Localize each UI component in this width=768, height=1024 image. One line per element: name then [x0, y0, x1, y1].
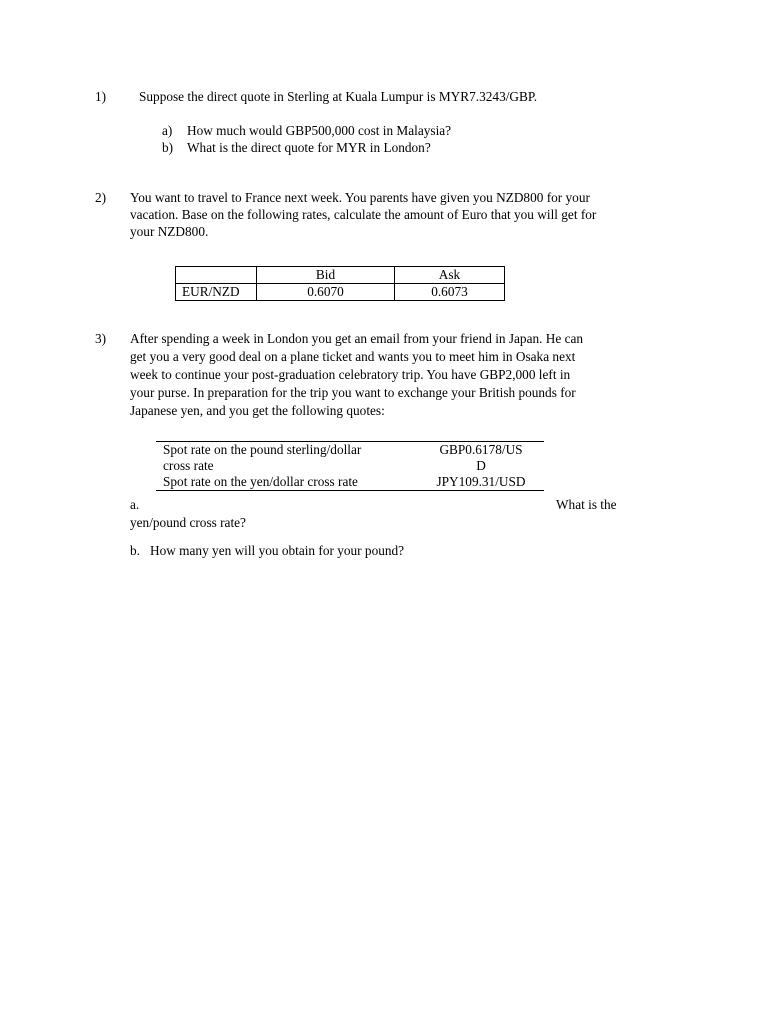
q3-line-4: your purse. In preparation for the trip you want to exchange your British pounds for [130, 385, 576, 400]
table-header-blank [176, 267, 257, 284]
eur-nzd-rate-table [175, 266, 505, 301]
q3-a-text-continued: yen/pound cross rate? [130, 515, 246, 530]
q2-line-2: vacation. Base on the following rates, calculate the amount of Euro that you will get for [130, 207, 597, 222]
q2-number: 2) [95, 190, 107, 205]
table-header-bid: Bid [257, 267, 395, 284]
row1-value-line-1: GBP0.6178/US [439, 442, 523, 457]
table-row-value: JPY109.31/USD [418, 474, 544, 491]
table-cell-ask: 0.6073 [395, 284, 505, 301]
q1-a-text: How much would GBP500,000 cost in Malaysia? [187, 123, 452, 138]
q3-a-label: a. [130, 497, 140, 512]
q3-line-2: get you a very good deal on a plane ticket and wants you to meet him in Osaka next [130, 349, 576, 364]
spot-rate-table [156, 441, 544, 491]
q3-number: 3) [95, 331, 107, 346]
table-row-label: EUR/NZD [176, 284, 257, 301]
row1-value-line-2: D [476, 458, 486, 473]
table-row [156, 474, 544, 491]
table-row-label [156, 442, 418, 475]
q1-number: 1) [95, 89, 107, 104]
table-header-row [176, 267, 505, 284]
q1-b-label: b) [162, 140, 174, 155]
q2-line-3: your NZD800. [130, 224, 209, 239]
q3-b-label: b. [130, 543, 140, 558]
table-row [176, 284, 505, 301]
row1-label-line-2: cross rate [163, 458, 214, 473]
table-row [156, 442, 544, 475]
q3-b-text: How many yen will you obtain for your pound? [150, 543, 405, 558]
row1-label-line-1: Spot rate on the pound sterling/dollar [163, 442, 362, 457]
q1-b-text: What is the direct quote for MYR in London? [187, 140, 431, 155]
q3-line-5: Japanese yen, and you get the following quotes: [130, 403, 385, 418]
q2-line-1: You want to travel to France next week. You parents have given you NZD800 for your [130, 190, 590, 205]
q1-a-label: a) [162, 123, 173, 138]
table-cell-bid: 0.6070 [257, 284, 395, 301]
table-row-label: Spot rate on the yen/dollar cross rate [156, 474, 418, 491]
q3-a-text: What is the [556, 497, 617, 512]
q1-text: Suppose the direct quote in Sterling at Kuala Lumpur is MYR7.3243/GBP. [139, 89, 538, 104]
table-row-value [418, 442, 544, 475]
q3-line-1: After spending a week in London you get an email from your friend in Japan. He can [130, 331, 584, 346]
q3-line-3: week to continue your post-graduation celebratory trip. You have GBP2,000 left in [130, 367, 571, 382]
table-header-ask: Ask [395, 267, 505, 284]
